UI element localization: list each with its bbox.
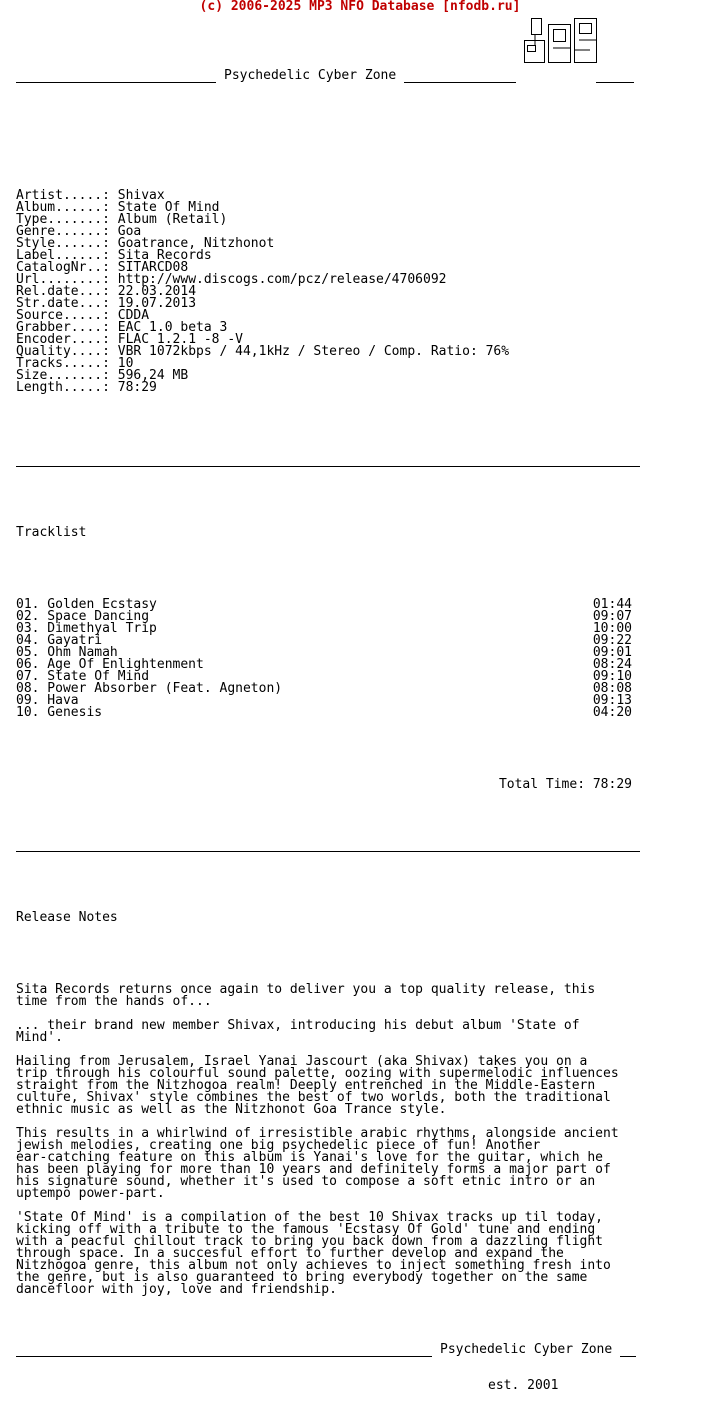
- notes-line: jewish melodies, creating one big psychedelic piece of fun! Another: [16, 1138, 541, 1153]
- notes-line: This results in a whirlwind of irresistible arabic rhythms, alongside ancient: [16, 1126, 619, 1141]
- separator: [16, 466, 640, 467]
- notes-line: ear-catching feature on this album is Yanai's love for the guitar, which he: [16, 1150, 603, 1165]
- track-title: 10. Genesis: [16, 705, 103, 720]
- notes-line: Hailing from Jerusalem, Israel Yanai Jascourt (aka Shivax) takes you on a: [16, 1054, 588, 1069]
- track-time: 01:44: [592, 597, 632, 612]
- info-value: 78:29: [117, 380, 157, 395]
- track-row: [16, 623, 632, 635]
- info-row: Tracks.....: 10: [16, 356, 134, 371]
- info-key: Size.......: [16, 368, 103, 383]
- info-key: Quality....: [16, 344, 103, 359]
- info-row: CatalogNr..: SITARCD08: [16, 260, 189, 275]
- track-title: 03. Dimethyal Trip: [16, 621, 157, 636]
- info-key: Str.date...: [16, 296, 103, 311]
- release-notes-title: Release Notes: [16, 910, 118, 925]
- info-row: Label......: Sita Records: [16, 248, 212, 263]
- track-title: 07. State Of Mind: [16, 669, 150, 684]
- info-row: Album......: State Of Mind: [16, 200, 220, 215]
- track-time: 09:10: [592, 669, 632, 684]
- track-time: 08:24: [592, 657, 632, 672]
- track-title: 06. Age Of Enlightenment: [16, 657, 204, 672]
- nfo-text: [16, 10, 640, 1404]
- track-time: 10:00: [592, 621, 632, 636]
- notes-line: with a peacful chillout track to bring you back down from a dazzling flight: [16, 1234, 603, 1249]
- track-row: [16, 683, 632, 695]
- info-key: Rel.date...: [16, 284, 103, 299]
- info-key: Style......: [16, 236, 103, 251]
- notes-line: his signature sound, whether it's used to compose a soft etnic intro or an: [16, 1174, 596, 1189]
- info-key: Encoder....: [16, 332, 103, 347]
- info-value: Shivax: [117, 188, 165, 203]
- info-key: Label......: [16, 248, 103, 263]
- info-key: Source.....: [16, 308, 103, 323]
- info-value: 19.07.2013: [117, 296, 197, 311]
- info-key: Grabber....: [16, 320, 103, 335]
- track-title: 05. Ohm Namah: [16, 645, 118, 660]
- info-value: State Of Mind: [117, 200, 220, 215]
- info-row: Style......: Goatrance, Nitzhonot: [16, 236, 275, 251]
- notes-line: uptempo power-part.: [16, 1186, 165, 1201]
- info-row: Size.......: 596,24 MB: [16, 368, 189, 383]
- notes-line: 'State Of Mind' is a compilation of the best 10 Shivax tracks up til today,: [16, 1210, 603, 1225]
- notes-line: straight from the Nitzhogoa realm! Deeply entrenched in the Middle-Eastern: [16, 1078, 596, 1093]
- notes-line: ethnic music as well as the Nitzhonot Goa Trance style.: [16, 1102, 447, 1117]
- info-value: Goatrance, Nitzhonot: [117, 236, 275, 251]
- notes-line: Sita Records returns once again to deliver you a top quality release, this: [16, 982, 596, 997]
- info-key: Artist.....: [16, 188, 103, 203]
- notes-line: dancefloor with joy, love and friendship.: [16, 1282, 337, 1297]
- notes-line: kicking off with a tribute to the famous 'Ecstasy Of Gold' tune and ending: [16, 1222, 596, 1237]
- info-row: Encoder....: FLAC 1.2.1 -8 -V: [16, 332, 243, 347]
- notes-line: ... their brand new member Shivax, introducing his debut album 'State of: [16, 1018, 580, 1033]
- release-notes: [16, 984, 640, 1308]
- info-value: CDDA: [117, 308, 150, 323]
- info-row: Length.....: 78:29: [16, 380, 157, 395]
- info-row: Genre......: Goa: [16, 224, 142, 239]
- notes-line: Mind'.: [16, 1030, 63, 1045]
- notes-line: time from the hands of...: [16, 994, 212, 1009]
- info-value: FLAC 1.2.1 -8 -V: [117, 332, 243, 347]
- track-title: 09. Hava: [16, 693, 79, 708]
- track-time: 04:20: [592, 705, 632, 720]
- info-key: CatalogNr..: [16, 260, 103, 275]
- info-key: Url........: [16, 272, 103, 287]
- header-group-name: Psychedelic Cyber Zone: [224, 68, 397, 83]
- info-row: Url........: http://www.discogs.com/pcz/release/4706092: [16, 272, 447, 287]
- track-row: [16, 695, 632, 707]
- info-value: SITARCD08: [117, 260, 189, 275]
- notes-line: trip through his colourful sound palette, oozing with supermelodic influences: [16, 1066, 619, 1081]
- info-value: VBR 1072kbps / 44,1kHz / Stereo / Comp. Ratio: 76%: [117, 344, 510, 359]
- info-value: 596,24 MB: [117, 368, 189, 383]
- header-rule-mid: [404, 82, 516, 83]
- info-value: EAC 1.0 beta 3: [117, 320, 228, 335]
- track-title: 08. Power Absorber (Feat. Agneton): [16, 681, 283, 696]
- tracklist-title: Tracklist: [16, 525, 87, 540]
- track-title: 02. Space Dancing: [16, 609, 150, 624]
- info-key: Type.......: [16, 212, 103, 227]
- info-row: Grabber....: EAC 1.0 beta 3: [16, 320, 228, 335]
- track-title: 01. Golden Ecstasy: [16, 597, 157, 612]
- footer-est: est. 2001: [488, 1378, 559, 1393]
- release-info: [16, 190, 640, 394]
- info-row: Artist.....: Shivax: [16, 188, 165, 203]
- info-value: Goa: [117, 224, 142, 239]
- info-key: Genre......: [16, 224, 103, 239]
- info-row: Quality....: VBR 1072kbps / 44,1kHz / Stereo / Comp. Ratio: 76%: [16, 344, 510, 359]
- tracklist: [16, 599, 632, 719]
- notes-line: culture, Shivax' style combines the best of two worlds, both the traditional: [16, 1090, 611, 1105]
- total-time: Total Time: 78:29: [498, 777, 632, 792]
- header-rule-left: [16, 82, 216, 83]
- info-value: 22.03.2014: [117, 284, 197, 299]
- footer-rule-right: [620, 1356, 636, 1357]
- info-key: Tracks.....: [16, 356, 103, 371]
- info-value: Album (Retail): [117, 212, 228, 227]
- header-rule-right: [596, 82, 634, 83]
- info-row: Rel.date...: 22.03.2014: [16, 284, 197, 299]
- notes-line: through space. In a succesful effort to further develop and expand the: [16, 1246, 564, 1261]
- footer-rule-left: [16, 1356, 432, 1357]
- footer-group-name: Psychedelic Cyber Zone: [440, 1342, 613, 1357]
- notes-line: the genre, but is also guaranteed to bring everybody together on the same: [16, 1270, 588, 1285]
- track-title: 04. Gayatri: [16, 633, 103, 648]
- track-time: 09:22: [592, 633, 632, 648]
- notes-line: has been playing for more than 10 years and definitely forms a major part of: [16, 1162, 611, 1177]
- info-row: Type.......: Album (Retail): [16, 212, 228, 227]
- info-value: Sita Records: [117, 248, 212, 263]
- track-row: [16, 707, 632, 719]
- info-value: http://www.discogs.com/pcz/release/4706092: [117, 272, 447, 287]
- info-key: Album......: [16, 200, 103, 215]
- separator: [16, 851, 640, 852]
- info-row: Source.....: CDDA: [16, 308, 150, 323]
- info-row: Str.date...: 19.07.2013: [16, 296, 197, 311]
- info-value: 10: [117, 356, 134, 371]
- track-time: 09:07: [592, 609, 632, 624]
- info-key: Length.....: [16, 380, 103, 395]
- track-time: 08:08: [592, 681, 632, 696]
- notes-line: Nitzhogoa genre, this album not only achieves to inject something fresh into: [16, 1258, 611, 1273]
- copyright-banner: (c) 2006-2025 MP3 NFO Database [nfodb.ru]: [199, 0, 521, 14]
- track-time: 09:01: [592, 645, 632, 660]
- track-time: 09:13: [592, 693, 632, 708]
